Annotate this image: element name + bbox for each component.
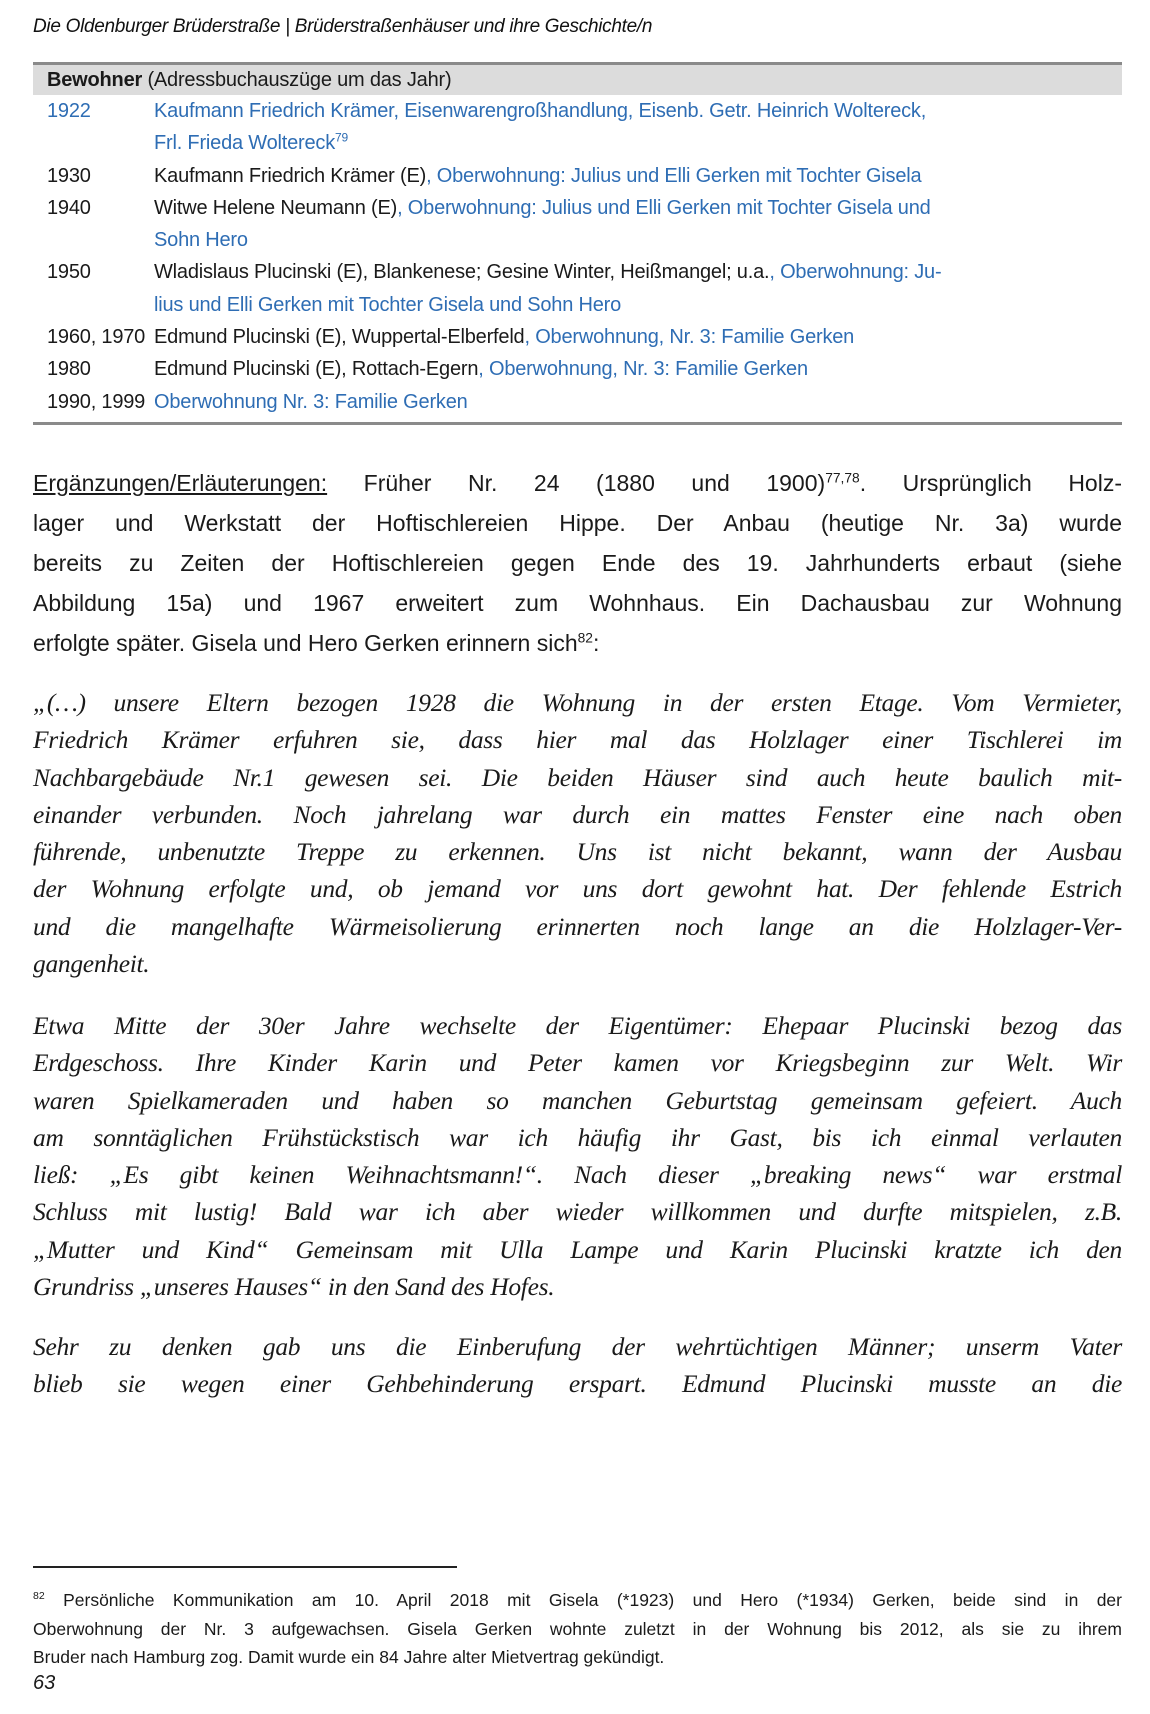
text-segment: Edmund Plucinski (E), Wuppertal-Elberfeld (154, 326, 525, 349)
text-segment: , Oberwohnung: Julius und Elli Gerken mit Tochter Gisela und (397, 196, 931, 219)
footnote-separator (33, 1566, 457, 1568)
footnote (33, 1586, 1122, 1672)
footnote-number: 82 (33, 1590, 45, 1603)
text-segment: Frl. Frieda Woltereck (154, 132, 336, 155)
table-rows (33, 95, 1122, 418)
row-year: 1940 (47, 196, 91, 219)
row-line (154, 386, 1122, 418)
row-year: 1990, 1999 (47, 390, 146, 413)
text-segment: Kaufmann Friedrich Krämer, Eisenwarengroßhandlung, Eisenb. Getr. Heinrich Woltereck, (154, 100, 927, 122)
row-residents (154, 256, 1122, 321)
table-row (33, 192, 1122, 257)
quote-line: „Mutter und Kind“ Gemeinsam mit Ulla Lampe und Karin Plucinski kratzte ich den (33, 1234, 1122, 1264)
row-residents (154, 192, 1122, 257)
table-row (33, 256, 1122, 321)
quote-line: ließ: „Es gibt keinen Weihnachtsmann!“. Nach dieser „breaking news“ war erstmal (33, 1160, 1122, 1190)
superscript-reference: 82 (577, 630, 593, 646)
row-residents (154, 321, 1122, 353)
table-row (33, 160, 1122, 192)
table-row (33, 386, 1122, 418)
text-segment: , Oberwohnung: Ju- (769, 261, 942, 284)
paragraph-line (33, 623, 1122, 663)
quote-line: Etwa Mitte der 30er Jahre wechselte der Eigentümer: Ehepaar Plucinski bezog das (33, 1011, 1122, 1040)
text-segment: lius und Elli Gerken mit Tochter Gisela und Sohn Hero (154, 293, 622, 316)
row-line (154, 321, 1122, 353)
row-residents (154, 160, 1122, 192)
section-label: Ergänzungen/Erläuterungen: (33, 470, 328, 496)
superscript-reference: 77,78 (825, 470, 860, 486)
row-line (154, 160, 1122, 192)
row-line (154, 127, 1122, 159)
quote-paragraph (33, 1328, 1122, 1403)
quote-line: der Wohnung erfolgte und, ob jemand vor uns dort gewohnt hat. Der fehlende Estrich (33, 874, 1122, 904)
row-line (154, 192, 1122, 224)
text-segment: Edmund Plucinski (E), Rottach-Egern (154, 358, 479, 381)
paragraph-line (33, 543, 1122, 583)
footnote-line (33, 1586, 1122, 1615)
text-segment: , Oberwohnung, Nr. 3: Familie Gerken (478, 358, 808, 381)
row-line (154, 289, 1122, 321)
text-segment: Abbildung 15a) und 1967 erweitert zum Wohnhaus. Ein Dachausbau zur Wohnung (33, 590, 1122, 616)
row-residents (154, 95, 1122, 160)
footnote-line (33, 1615, 1122, 1644)
quote-line: Nachbargebäude Nr.1 gewesen sei. Die beiden Häuser sind auch heute baulich mit- (33, 762, 1122, 792)
table-bottom-rule (33, 422, 1122, 425)
text-segment: Früher Nr. 24 (1880 und 1900) (327, 470, 826, 496)
quote-line: gangenheit. (33, 949, 150, 979)
residents-table (33, 62, 1122, 425)
running-header: Die Oldenburger Brüderstraße | Brüderstraßenhäuser und ihre Geschichte/n (33, 16, 653, 37)
text-segment: . Ursprünglich Holz- (859, 470, 1122, 496)
text-segment: Oberwohnung Nr. 3: Familie Gerken (154, 390, 468, 413)
quote-line: waren Spielkameraden und haben so manchen Geburtstag gemeinsam gefeiert. Auch (33, 1085, 1122, 1115)
text-segment: Wladislaus Plucinski (E), Blankenese; Gesine Winter, Heißmangel; u.a. (154, 261, 770, 284)
quote-line: einander verbunden. Noch jahrelang war durch ein mattes Fenster eine nach oben (33, 799, 1122, 829)
text-segment: Kaufmann Friedrich Krämer (E) (154, 164, 427, 187)
quote-line: führende, unbenutzte Treppe zu erkennen. Uns ist nicht bekannt, wann der Ausbau (33, 837, 1122, 867)
text-segment: erfolgte später. Gisela und Hero Gerken erinnern sich (33, 630, 578, 656)
row-year: 1980 (47, 358, 91, 381)
row-year: 1922 (47, 100, 91, 122)
quote-line: Grundriss „unseres Hauses“ in den Sand des Hofes. (33, 1272, 555, 1302)
superscript-reference: 79 (335, 130, 348, 145)
table-header-bold: Bewohner (47, 69, 143, 91)
row-year: 1950 (47, 261, 91, 284)
text-segment: : (592, 630, 600, 656)
row-residents (154, 386, 1122, 418)
quote-paragraph (33, 1007, 1122, 1305)
footnote-text: Oberwohnung der Nr. 3 aufgewachsen. Gisela Gerken wohnte zuletzt in der Wohnung bis 2012, als sie zu ihrem (33, 1618, 1122, 1639)
footnote-text: Bruder nach Hamburg zog. Damit wurde ein 84 Jahre alter Mietvertrag gekündigt. (33, 1647, 665, 1667)
quote-line: am sonntäglichen Frühstückstisch war ich häufig ihr Gast, bis ich einmal verlauten (33, 1122, 1122, 1152)
row-year: 1960, 1970 (47, 326, 146, 349)
quote-line: Sehr zu denken gab uns die Einberufung der wehrtüchtigen Männer; unserm Vater (33, 1332, 1122, 1361)
text-segment: Witwe Helene Neumann (E) (154, 196, 398, 219)
quote-paragraph (33, 684, 1122, 982)
footnote-line (33, 1643, 1122, 1672)
text-segment: bereits zu Zeiten der Hoftischlereien gegen Ende des 19. Jahrhunderts erbaut (siehe (33, 550, 1122, 576)
text-segment: , Oberwohnung: Julius und Elli Gerken mit Tochter Gisela (426, 164, 922, 187)
table-header-rest: (Adressbuchauszüge um das Jahr) (142, 69, 452, 91)
row-residents (154, 353, 1122, 385)
paragraph-line (33, 503, 1122, 543)
quote-line: Schluss mit lustig! Bald war ich aber wieder willkommen und durfte mitspielen, z.B. (33, 1197, 1122, 1227)
quote-line: und die mangelhafte Wärmeisolierung erinnerten noch lange an die Holzlager-Ver- (33, 911, 1122, 941)
row-line (154, 256, 1122, 288)
text-segment: , Oberwohnung, Nr. 3: Familie Gerken (524, 326, 855, 349)
page-number: 63 (33, 1672, 56, 1694)
quote-line: Erdgeschoss. Ihre Kinder Karin und Peter kamen vor Kriegsbeginn zur Welt. Wir (33, 1048, 1122, 1078)
paragraph-line (33, 583, 1122, 623)
quote-line: blieb sie wegen einer Gehbehinderung erspart. Edmund Plucinski musste an die (33, 1369, 1122, 1399)
explanations-paragraph (33, 463, 1122, 663)
row-year: 1930 (47, 164, 91, 187)
table-row (33, 321, 1122, 353)
row-line (154, 95, 1122, 127)
row-line (154, 353, 1122, 385)
paragraph-line (33, 463, 1122, 503)
quote-line: „(…) unsere Eltern bezogen 1928 die Wohnung in der ersten Etage. Vom Vermieter, (33, 688, 1122, 717)
text-segment: Sohn Hero (154, 229, 248, 252)
table-row (33, 353, 1122, 385)
row-line (154, 224, 1122, 256)
footnote-text: Persönliche Kommunikation am 10. April 2018 mit Gisela (*1923) und Hero (*1934) Gerken, beide sind in der (44, 1590, 1122, 1610)
table-row (33, 95, 1122, 160)
text-segment: lager und Werkstatt der Hoftischlereien Hippe. Der Anbau (heutige Nr. 3a) wurde (33, 510, 1122, 536)
table-header (33, 65, 1122, 95)
quote-line: Friedrich Krämer erfuhren sie, dass hier mal das Holzlager einer Tischlerei im (33, 725, 1122, 755)
